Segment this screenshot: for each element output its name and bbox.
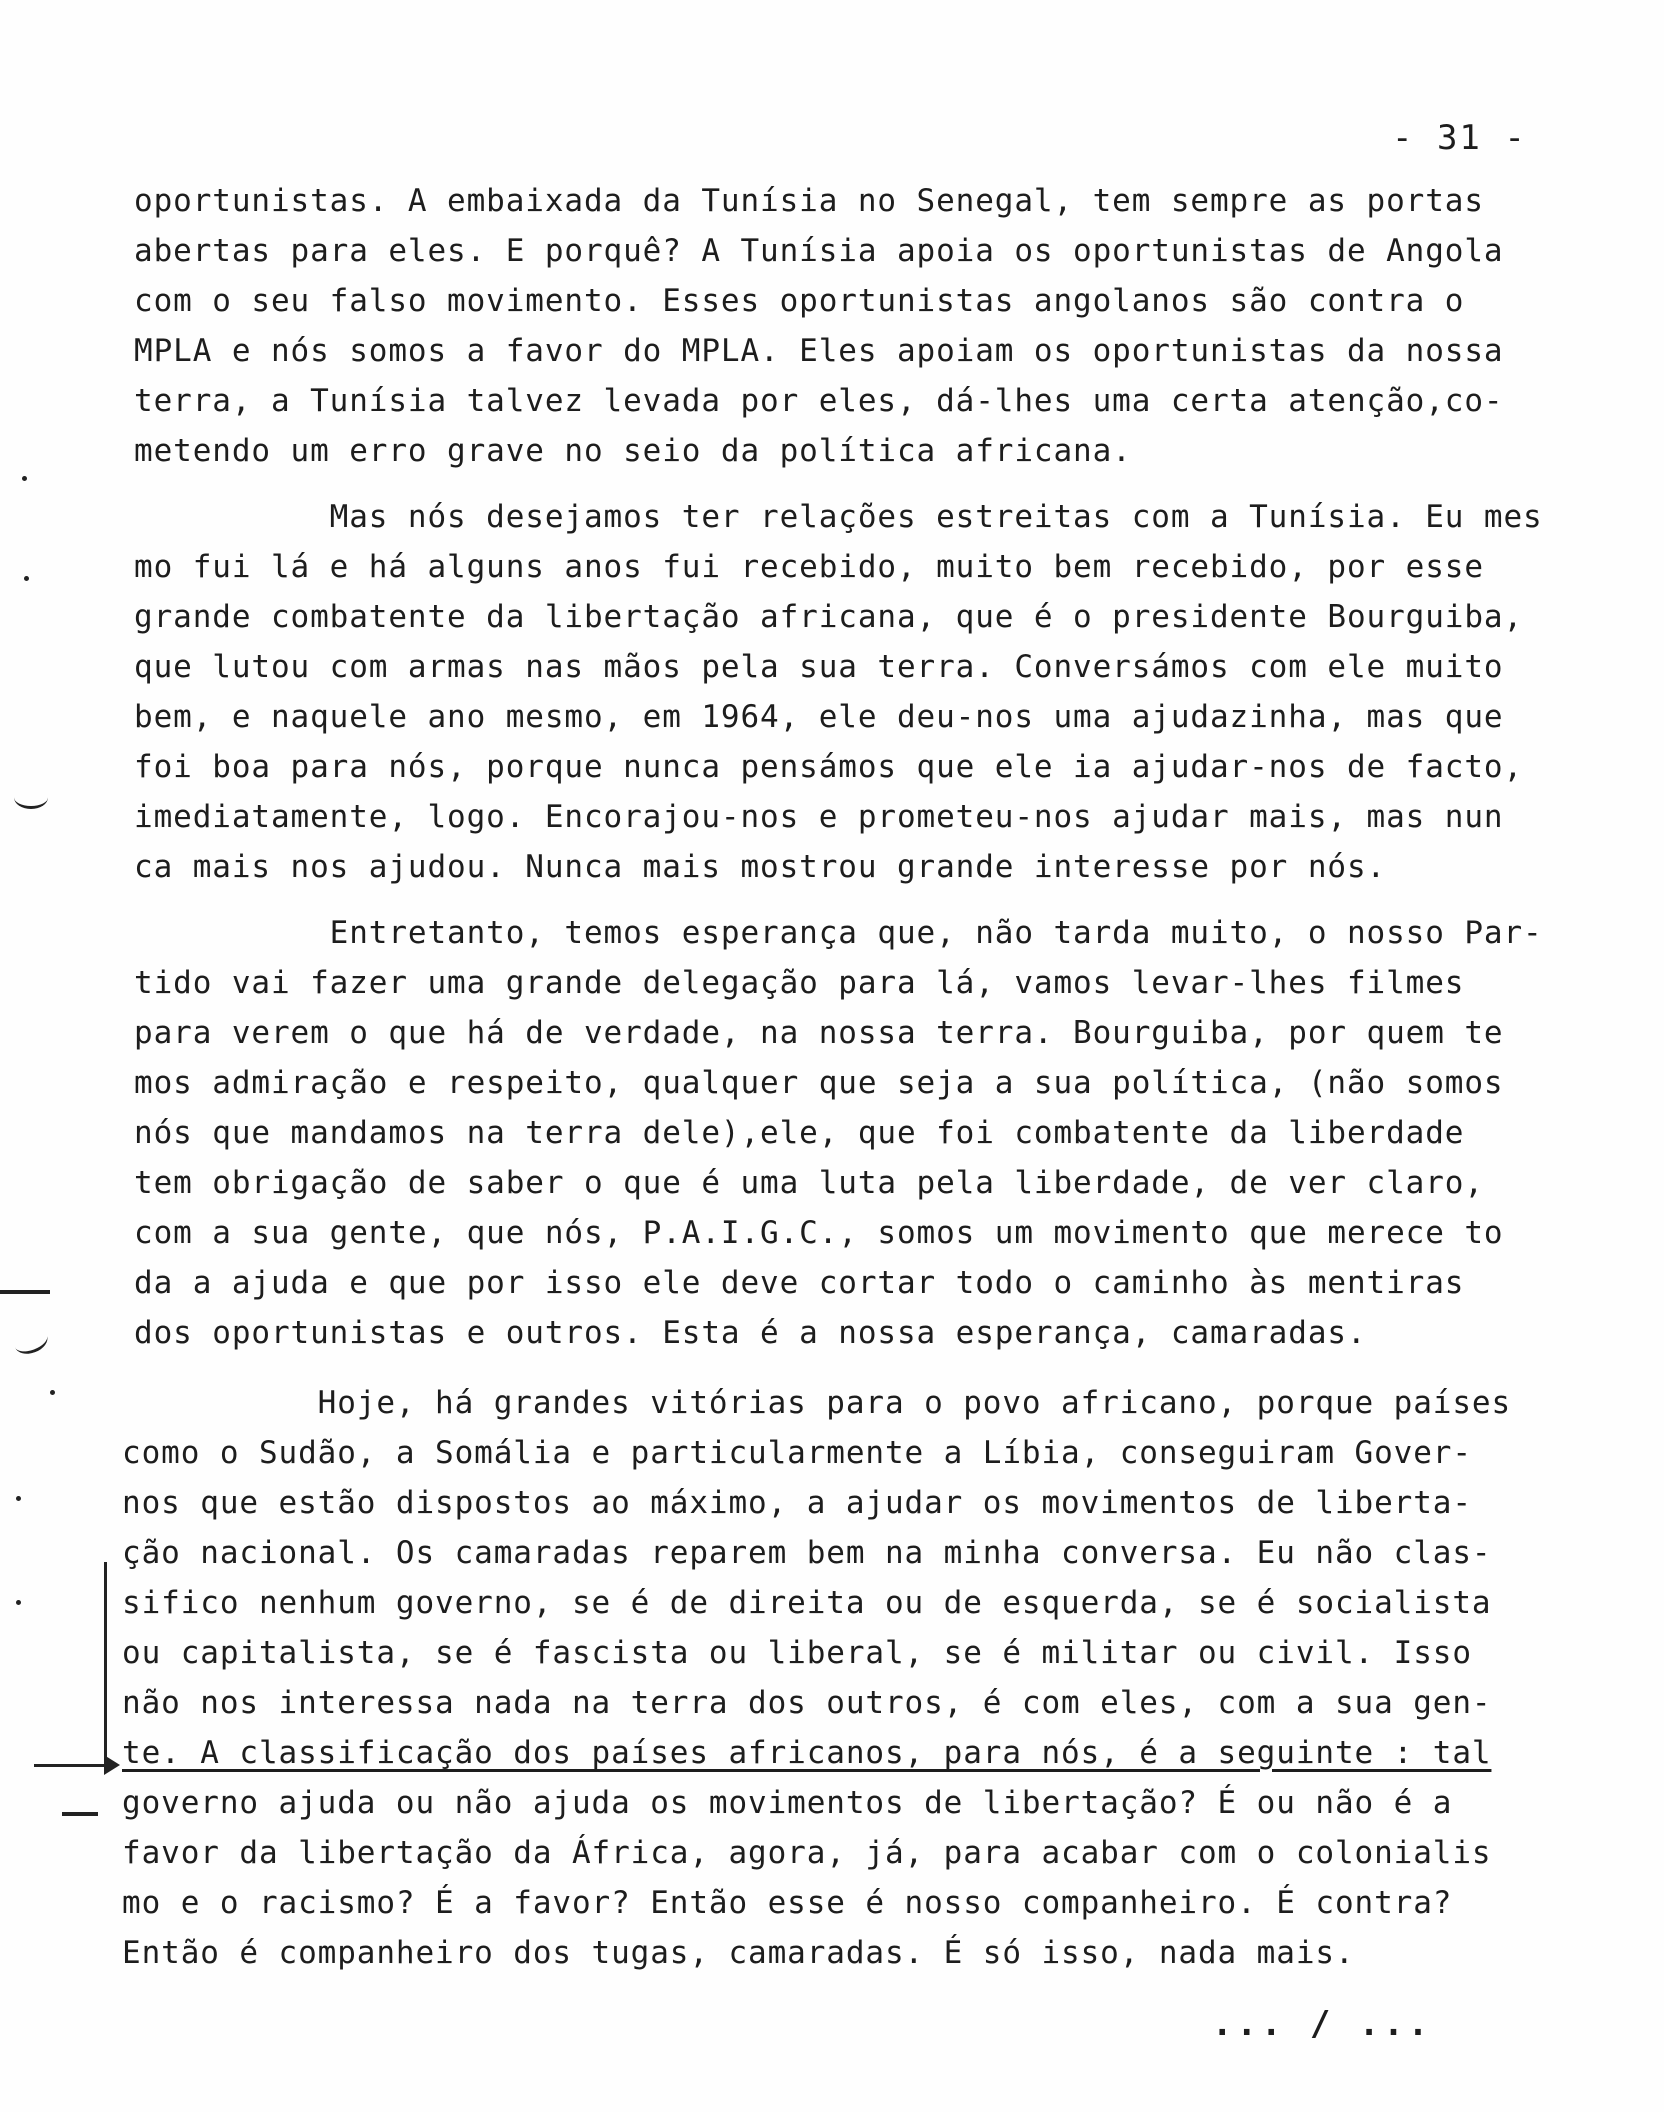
text-line: Mas nós desejamos ter relações estreitas com a Tunísia. Eu mes bbox=[134, 499, 1543, 535]
paragraph-3 bbox=[134, 908, 1594, 1358]
text-line: ou capitalista, se é fascista ou liberal, se é militar ou civil. Isso bbox=[122, 1635, 1472, 1671]
text-line: foi boa para nós, porque nunca pensámos que ele ia ajudar-nos de facto, bbox=[134, 749, 1524, 785]
text-line: MPLA e nós somos a favor do MPLA. Eles apoiam os oportunistas da nossa bbox=[134, 333, 1504, 369]
text-line: tido vai fazer uma grande delegação para lá, vamos levar-lhes filmes bbox=[134, 965, 1465, 1001]
margin-dash-mark bbox=[62, 1812, 98, 1816]
text-line: para verem o que há de verdade, na nossa terra. Bourguiba, por quem te bbox=[134, 1015, 1504, 1051]
paragraph-4 bbox=[122, 1378, 1582, 1978]
margin-dot-mark bbox=[16, 1496, 21, 1501]
page-number: - 31 - bbox=[1392, 118, 1527, 158]
text-line: não nos interessa nada na terra dos outros, é com eles, com a sua gen- bbox=[122, 1685, 1492, 1721]
paragraph-1 bbox=[134, 176, 1594, 476]
text-line: nos que estão dispostos ao máximo, a ajudar os movimentos de liberta- bbox=[122, 1485, 1472, 1521]
margin-dot-mark bbox=[16, 1600, 21, 1605]
text-line: como o Sudão, a Somália e particularmente a Líbia, conseguiram Gover- bbox=[122, 1435, 1472, 1471]
text-line: mos admiração e respeito, qualquer que seja a sua política, (não somos bbox=[134, 1065, 1504, 1101]
text-line: Então é companheiro dos tugas, camaradas. É só isso, nada mais. bbox=[122, 1935, 1355, 1971]
text-line: imediatamente, logo. Encorajou-nos e prometeu-nos ajudar mais, mas nun bbox=[134, 799, 1504, 835]
text-line: ção nacional. Os camaradas reparem bem na minha conversa. Eu não clas- bbox=[122, 1535, 1492, 1571]
text-line: Hoje, há grandes vitórias para o povo africano, porque países bbox=[122, 1385, 1512, 1421]
paragraph-2 bbox=[134, 492, 1594, 892]
text-line: abertas para eles. E porquê? A Tunísia apoia os oportunistas de Angola bbox=[134, 233, 1504, 269]
text-line: nós que mandamos na terra dele),ele, que foi combatente da liberdade bbox=[134, 1115, 1465, 1151]
text-line: grande combatente da libertação africana, que é o presidente Bourguiba, bbox=[134, 599, 1524, 635]
text-line: terra, a Tunísia talvez levada por eles, dá-lhes uma certa atenção,co- bbox=[134, 383, 1504, 419]
underlined-text-line: te. A classificação dos países africanos, para nós, é a seguinte : tal bbox=[122, 1735, 1492, 1771]
text-line: ca mais nos ajudou. Nunca mais mostrou grande interesse por nós. bbox=[134, 849, 1387, 885]
margin-dash-mark bbox=[0, 1290, 50, 1294]
text-line: governo ajuda ou não ajuda os movimentos de libertação? É ou não é a bbox=[122, 1785, 1453, 1821]
continuation-mark: ... / ... bbox=[1212, 2004, 1433, 2044]
text-line: mo fui lá e há alguns anos fui recebido, muito bem recebido, por esse bbox=[134, 549, 1484, 585]
margin-dot-mark bbox=[22, 476, 27, 481]
text-line: tem obrigação de saber o que é uma luta pela liberdade, de ver claro, bbox=[134, 1165, 1484, 1201]
text-line: da a ajuda e que por isso ele deve cortar todo o caminho às mentiras bbox=[134, 1265, 1465, 1301]
text-line: que lutou com armas nas mãos pela sua terra. Conversámos com ele muito bbox=[134, 649, 1504, 685]
margin-curve-mark bbox=[11, 1325, 51, 1358]
margin-dot-mark bbox=[24, 576, 29, 581]
text-line: dos oportunistas e outros. Esta é a nossa esperança, camaradas. bbox=[134, 1315, 1367, 1351]
text-line: bem, e naquele ano mesmo, em 1964, ele deu-nos uma ajudazinha, mas que bbox=[134, 699, 1504, 735]
margin-bracket-mark bbox=[104, 1562, 107, 1758]
text-line: Entretanto, temos esperança que, não tarda muito, o nosso Par- bbox=[134, 915, 1543, 951]
text-line: sifico nenhum governo, se é de direita ou de esquerda, se é socialista bbox=[122, 1585, 1492, 1621]
text-line: com a sua gente, que nós, P.A.I.G.C., somos um movimento que merece to bbox=[134, 1215, 1504, 1251]
text-line: com o seu falso movimento. Esses oportunistas angolanos são contra o bbox=[134, 283, 1465, 319]
text-line: favor da libertação da África, agora, já, para acabar com o colonialis bbox=[122, 1835, 1492, 1871]
text-line: mo e o racismo? É a favor? Então esse é nosso companheiro. É contra? bbox=[122, 1885, 1453, 1921]
margin-dot-mark bbox=[50, 1390, 55, 1395]
margin-curve-mark bbox=[14, 786, 48, 809]
margin-arrow-mark bbox=[34, 1764, 116, 1767]
text-line: oportunistas. A embaixada da Tunísia no Senegal, tem sempre as portas bbox=[134, 183, 1484, 219]
text-line: metendo um erro grave no seio da política africana. bbox=[134, 433, 1132, 469]
